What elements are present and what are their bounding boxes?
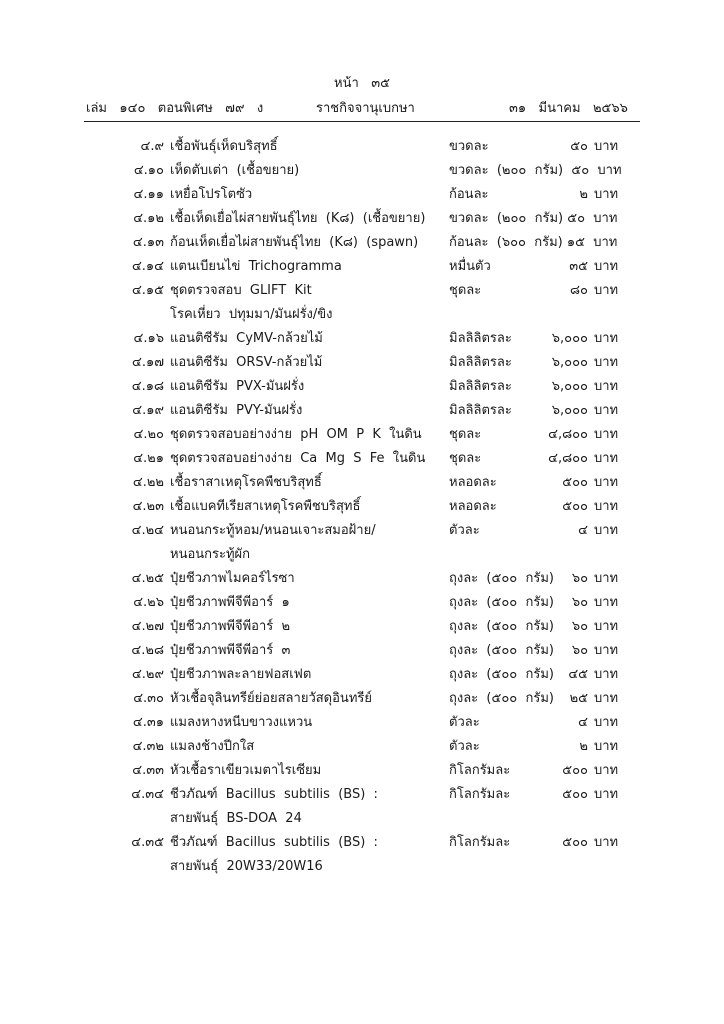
list-item	[0, 591, 724, 615]
item-unit: หลอดละ	[449, 475, 497, 490]
item-number: ๔.๒๗	[131, 619, 164, 634]
item-price: ๖๐	[571, 571, 588, 586]
item-description-line: สายพันธุ์ BS-DOA 24	[170, 811, 302, 826]
item-description	[170, 759, 445, 783]
item-description-line: หัวเชื้อจุลินทรีย์ย่อยสลายวัสดุอินทรีย์	[170, 691, 372, 706]
item-price: ๕๐	[570, 139, 588, 154]
item-currency: บาท	[594, 427, 619, 442]
item-description	[170, 279, 445, 327]
item-description-line: แอนติซีรัม PVX-มันฝรั่ง	[170, 379, 305, 394]
item-price: ๖,๐๐๐	[551, 379, 588, 394]
item-currency: บาท	[594, 691, 619, 706]
list-item	[0, 831, 724, 879]
item-unit: ชุดละ	[449, 451, 482, 466]
list-item	[0, 231, 724, 255]
item-currency: บาท	[594, 451, 619, 466]
item-description	[170, 375, 445, 399]
item-number: ๔.๒๖	[133, 595, 164, 610]
item-price: ๒	[579, 187, 588, 202]
list-item	[0, 159, 724, 183]
header-date: ๓๑ มีนาคม ๒๕๖๖	[509, 101, 628, 116]
item-description	[170, 231, 445, 255]
item-description	[170, 735, 445, 759]
item-number: ๔.๑๑	[133, 187, 164, 202]
item-price: ๕๐๐	[562, 763, 588, 778]
item-number: ๔.๓๒	[132, 739, 164, 754]
item-description-line: ปุ๋ยชีวภาพพีจีพีอาร์ ๓	[170, 643, 291, 658]
item-number: ๔.๒๘	[131, 643, 164, 658]
item-price: ๖๐	[571, 595, 588, 610]
item-unit: กิโลกรัมละ	[449, 835, 511, 850]
item-description	[170, 567, 445, 591]
item-description	[170, 423, 445, 447]
list-item	[0, 183, 724, 207]
list-item	[0, 567, 724, 591]
item-price: ๓๕	[569, 259, 588, 274]
item-description-line: แตนเบียนไข่ Trichogramma	[170, 259, 342, 274]
page-number: หน้า ๓๕	[334, 76, 390, 91]
item-price: ๔	[578, 523, 588, 538]
item-number: ๔.๑๔	[131, 259, 164, 274]
item-unit: ก้อนละ (๖๐๐ กรัม) ๑๕ บาท	[449, 235, 618, 250]
item-currency: บาท	[594, 475, 619, 490]
item-unit: ตัวละ	[449, 715, 480, 730]
item-number: ๔.๒๐	[133, 427, 164, 442]
list-item	[0, 399, 724, 423]
item-unit: มิลลิลิตรละ	[449, 355, 512, 370]
item-description	[170, 831, 445, 879]
item-price: ๕๐๐	[562, 835, 588, 850]
item-description-line: เชื้อเห็ดเยื่อไผ่สายพันธุ์ไทย (K๘) (เชื้อขยาย)	[170, 211, 426, 226]
item-unit: ก้อนละ	[449, 187, 489, 202]
item-description	[170, 471, 445, 495]
item-currency: บาท	[594, 139, 619, 154]
item-number: ๔.๓๑	[132, 715, 164, 730]
item-unit: ตัวละ	[449, 523, 480, 538]
item-description	[170, 183, 445, 207]
item-unit: กิโลกรัมละ	[449, 787, 511, 802]
item-number: ๔.๑๕	[131, 283, 164, 298]
item-description	[170, 327, 445, 351]
item-unit: ถุงละ (๕๐๐ กรัม)	[449, 619, 554, 634]
list-item	[0, 495, 724, 519]
item-description	[170, 591, 445, 615]
item-currency: บาท	[594, 523, 619, 538]
item-price: ๕๐๐	[562, 475, 588, 490]
item-number: ๔.๒๒	[132, 475, 164, 490]
item-price: ๖,๐๐๐	[551, 331, 588, 346]
item-currency: บาท	[594, 715, 619, 730]
item-currency: บาท	[594, 571, 619, 586]
item-currency: บาท	[594, 499, 619, 514]
item-number: ๔.๑๘	[131, 379, 164, 394]
item-description-line: เห็ดตับเต่า (เชื้อขยาย)	[170, 163, 300, 178]
header-publication: ราชกิจจานุเบกษา	[316, 101, 415, 116]
item-description-line: แอนติซีรัม ORSV-กล้วยไม้	[170, 355, 323, 370]
item-description-line: หนอนกระทู้ผัก	[170, 547, 251, 562]
item-description	[170, 255, 445, 279]
item-number: ๔.๒๔	[131, 523, 164, 538]
item-currency: บาท	[594, 259, 619, 274]
item-description	[170, 711, 445, 735]
item-description	[170, 351, 445, 375]
item-description-line: สายพันธุ์ 20W33/20W16	[170, 859, 323, 874]
item-currency: บาท	[594, 835, 619, 850]
item-currency: บาท	[594, 331, 619, 346]
item-description	[170, 615, 445, 639]
item-price: ๒๕	[569, 691, 588, 706]
item-description-line: เชื้อพันธุ์เห็ดบริสุทธิ์	[170, 139, 278, 154]
list-item	[0, 759, 724, 783]
item-description-line: เหยื่อโปรโตซัว	[170, 187, 253, 202]
item-description	[170, 687, 445, 711]
header-rule	[84, 121, 640, 122]
item-description-line: แอนติซีรัม PVY-มันฝรั่ง	[170, 403, 303, 418]
item-description-line: ปุ๋ยชีวภาพพีจีพีอาร์ ๑	[170, 595, 290, 610]
item-description-line: ปุ๋ยชีวภาพพีจีพีอาร์ ๒	[170, 619, 291, 634]
item-description-line: ชีวภัณฑ์ Bacillus subtilis (BS) :	[170, 835, 378, 850]
item-description-line: ชุดตรวจสอบอย่างง่าย pH OM P K ในดิน	[170, 427, 422, 442]
item-number: ๔.๑๖	[133, 331, 164, 346]
item-unit: ถุงละ (๕๐๐ กรัม)	[449, 667, 554, 682]
item-description	[170, 447, 445, 471]
item-currency: บาท	[594, 595, 619, 610]
item-unit: ตัวละ	[449, 739, 480, 754]
list-item	[0, 351, 724, 375]
item-price: ๖,๐๐๐	[551, 403, 588, 418]
item-price: ๖,๐๐๐	[551, 355, 588, 370]
item-description	[170, 663, 445, 687]
item-description-line: หนอนกระทู้หอม/หนอนเจาะสมอฝ้าย/	[170, 523, 376, 538]
item-unit: ถุงละ (๕๐๐ กรัม)	[449, 571, 554, 586]
item-price: ๕๐๐	[562, 787, 588, 802]
list-item	[0, 327, 724, 351]
item-currency: บาท	[594, 643, 619, 658]
item-number: ๔.๒๕	[131, 571, 164, 586]
item-price: ๕๐๐	[562, 499, 588, 514]
item-unit: ขวดละ (๒๐๐ กรัม) ๕๐ บาท	[449, 163, 622, 178]
item-price: ๘๐	[570, 283, 588, 298]
item-description-line: ชุดตรวจสอบ GLIFT Kit	[170, 283, 312, 298]
item-price: ๖๐	[571, 619, 588, 634]
list-item	[0, 783, 724, 831]
item-description-line: เชื้อราสาเหตุโรคพืชบริสุทธิ์	[170, 475, 322, 490]
item-unit: ถุงละ (๕๐๐ กรัม)	[449, 643, 554, 658]
item-number: ๔.๒๓	[132, 499, 164, 514]
item-description-line: หัวเชื้อราเขียวเมตาไรเซียม	[170, 763, 322, 778]
item-number: ๔.๓๔	[131, 787, 164, 802]
item-currency: บาท	[594, 403, 619, 418]
item-currency: บาท	[594, 283, 619, 298]
item-price: ๖๐	[571, 643, 588, 658]
item-currency: บาท	[594, 739, 619, 754]
list-item	[0, 711, 724, 735]
list-item	[0, 375, 724, 399]
item-number: ๔.๒๙	[131, 667, 164, 682]
item-unit: ชุดละ	[449, 427, 482, 442]
item-description-line: ปุ๋ยชีวภาพไมคอร์ไรซา	[170, 571, 295, 586]
item-unit: ขวดละ	[449, 139, 489, 154]
item-currency: บาท	[594, 355, 619, 370]
list-item	[0, 255, 724, 279]
item-currency: บาท	[594, 667, 619, 682]
item-description-line: แมลงหางหนีบขาวงแหวน	[170, 715, 313, 730]
item-currency: บาท	[594, 379, 619, 394]
list-item	[0, 639, 724, 663]
item-currency: บาท	[594, 619, 619, 634]
list-item	[0, 687, 724, 711]
item-unit: หลอดละ	[449, 499, 497, 514]
item-description-line: แมลงช้างปีกใส	[170, 739, 255, 754]
item-number: ๔.๓๕	[131, 835, 164, 850]
header-volume: เล่ม ๑๔๐ ตอนพิเศษ ๗๙ ง	[86, 101, 264, 116]
item-description-line: โรคเหี่ยว ปทุมมา/มันฝรั่ง/ขิง	[170, 307, 333, 322]
item-price: ๔	[578, 715, 588, 730]
item-unit: มิลลิลิตรละ	[449, 379, 512, 394]
list-item	[0, 471, 724, 495]
item-number: ๔.๑๙	[132, 403, 164, 418]
item-currency: บาท	[594, 763, 619, 778]
item-description	[170, 519, 445, 567]
item-unit: ถุงละ (๕๐๐ กรัม)	[449, 595, 554, 610]
item-number: ๔.๑๐	[133, 163, 164, 178]
item-description	[170, 783, 445, 831]
item-unit: ขวดละ (๒๐๐ กรัม) ๕๐ บาท	[449, 211, 618, 226]
item-price: ๒	[579, 739, 588, 754]
item-description	[170, 207, 445, 231]
item-unit: มิลลิลิตรละ	[449, 403, 512, 418]
item-description-line: ชุดตรวจสอบอย่างง่าย Ca Mg S Fe ในดิน	[170, 451, 426, 466]
item-price: ๔๕	[568, 667, 588, 682]
item-currency: บาท	[594, 187, 619, 202]
list-item	[0, 519, 724, 567]
item-description-line: แอนติซีรัม CyMV-กล้วยไม้	[170, 331, 323, 346]
list-item	[0, 735, 724, 759]
item-description	[170, 159, 445, 183]
price-list	[0, 135, 724, 879]
item-number: ๔.๑๗	[132, 355, 164, 370]
list-item	[0, 663, 724, 687]
item-description	[170, 495, 445, 519]
item-currency: บาท	[594, 787, 619, 802]
item-number: ๔.๑๒	[133, 211, 164, 226]
list-item	[0, 279, 724, 327]
item-unit: หมื่นตัว	[449, 259, 491, 274]
item-unit: มิลลิลิตรละ	[449, 331, 512, 346]
list-item	[0, 423, 724, 447]
item-description	[170, 399, 445, 423]
item-price: ๔,๘๐๐	[548, 451, 588, 466]
item-description	[170, 639, 445, 663]
item-unit: ชุดละ	[449, 283, 482, 298]
item-number: ๔.๙	[140, 139, 164, 154]
item-number: ๔.๒๑	[133, 451, 164, 466]
item-number: ๔.๓๐	[133, 691, 164, 706]
list-item	[0, 615, 724, 639]
item-description-line: ชีวภัณฑ์ Bacillus subtilis (BS) :	[170, 787, 378, 802]
item-description-line: เชื้อแบคทีเรียสาเหตุโรคพืชบริสุทธิ์	[170, 499, 361, 514]
item-number: ๔.๑๓	[132, 235, 164, 250]
item-unit: กิโลกรัมละ	[449, 763, 511, 778]
item-description-line: ปุ๋ยชีวภาพละลายฟอสเฟต	[170, 667, 312, 682]
item-unit: ถุงละ (๕๐๐ กรัม)	[449, 691, 554, 706]
item-description	[170, 135, 445, 159]
item-number: ๔.๓๓	[132, 763, 164, 778]
item-price: ๔,๘๐๐	[548, 427, 588, 442]
list-item	[0, 207, 724, 231]
item-description-line: ก้อนเห็ดเยื่อไผ่สายพันธุ์ไทย (K๘) (spawn)	[170, 235, 419, 250]
list-item	[0, 447, 724, 471]
list-item	[0, 135, 724, 159]
